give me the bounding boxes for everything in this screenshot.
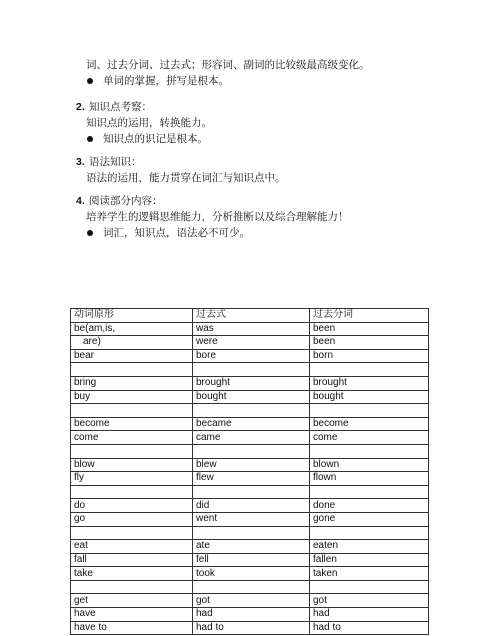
- table-row: [71, 512, 429, 526]
- table-row: [71, 594, 429, 608]
- base-form-cell: buy: [71, 390, 193, 404]
- section-2-title: 知识点考察：: [89, 101, 152, 113]
- past-participle-cell: flown: [310, 472, 429, 486]
- table-row: [71, 431, 429, 445]
- past-participle-cell: [310, 580, 429, 594]
- base-form-cell: eat: [71, 540, 193, 554]
- base-form-cell: [71, 526, 193, 540]
- past-tense-cell: [193, 363, 310, 377]
- base-form-cell: [71, 580, 193, 594]
- table-row: [71, 390, 429, 404]
- base-form-cell: [71, 444, 193, 458]
- past-participle-cell: bought: [310, 390, 429, 404]
- past-participle-cell: [310, 526, 429, 540]
- past-participle-cell: gone: [310, 512, 429, 526]
- past-participle-cell: been: [310, 322, 429, 336]
- table-row-empty: [71, 526, 429, 540]
- base-form-cell: blow: [71, 458, 193, 472]
- past-participle-cell: brought: [310, 376, 429, 390]
- table-row-empty: [71, 485, 429, 499]
- table-row: [71, 336, 429, 350]
- table-row: [71, 621, 429, 635]
- past-tense-cell: flew: [193, 472, 310, 486]
- column-header-past-tense: 过去式: [193, 309, 310, 323]
- past-participle-cell: done: [310, 499, 429, 513]
- verb-forms-table: [70, 308, 429, 635]
- section-4-title: 阅读部分内容：: [89, 195, 163, 207]
- past-tense-cell: brought: [193, 376, 310, 390]
- past-participle-cell: [310, 404, 429, 418]
- past-tense-cell: got: [193, 594, 310, 608]
- past-tense-cell: [193, 404, 310, 418]
- past-participle-cell: eaten: [310, 540, 429, 554]
- past-tense-cell: had: [193, 608, 310, 622]
- bullet-3: 词汇，知识点，语法必不可少。: [103, 227, 250, 239]
- past-tense-cell: became: [193, 417, 310, 431]
- table-row: [71, 567, 429, 581]
- section-4-number: 4.: [76, 195, 85, 207]
- bullet-2: 知识点的识记是根本。: [103, 133, 208, 145]
- table-row-empty: [71, 444, 429, 458]
- base-form-cell: go: [71, 512, 193, 526]
- past-tense-cell: was: [193, 322, 310, 336]
- section-3-body: 语法的运用，能力贯穿在词汇与知识点中。: [86, 172, 286, 184]
- past-tense-cell: went: [193, 512, 310, 526]
- base-form-cell: get: [71, 594, 193, 608]
- past-participle-cell: been: [310, 336, 429, 350]
- base-form-cell: fall: [71, 553, 193, 567]
- bullet-1: 单词的掌握，拼写是根本。: [103, 75, 229, 87]
- past-participle-cell: fallen: [310, 553, 429, 567]
- past-participle-cell: [310, 363, 429, 377]
- base-form-cell: become: [71, 417, 193, 431]
- base-form-cell: bear: [71, 349, 193, 363]
- table-row: [71, 608, 429, 622]
- past-tense-cell: did: [193, 499, 310, 513]
- base-form-cell: fly: [71, 472, 193, 486]
- base-form-cell: [71, 363, 193, 377]
- table-row: [71, 322, 429, 336]
- table-row: [71, 458, 429, 472]
- past-participle-cell: had: [310, 608, 429, 622]
- past-tense-cell: bore: [193, 349, 310, 363]
- base-form-cell: have to: [71, 621, 193, 635]
- table-row: [71, 376, 429, 390]
- table-row: [71, 540, 429, 554]
- base-form-cell: come: [71, 431, 193, 445]
- section-3-title: 语法知识：: [89, 156, 142, 168]
- table-row: [71, 349, 429, 363]
- past-tense-cell: [193, 485, 310, 499]
- past-tense-cell: were: [193, 336, 310, 350]
- table-row-empty: [71, 580, 429, 594]
- past-participle-cell: [310, 485, 429, 499]
- base-form-cell: do: [71, 499, 193, 513]
- past-participle-cell: blown: [310, 458, 429, 472]
- bullet-dot-icon: [87, 136, 93, 142]
- past-tense-cell: had to: [193, 621, 310, 635]
- column-header-past-participle: 过去分词: [310, 309, 429, 323]
- table-row-empty: [71, 404, 429, 418]
- past-participle-cell: become: [310, 417, 429, 431]
- section-4-body: 培养学生的逻辑思维能力，分析推断以及综合理解能力！: [86, 211, 349, 223]
- past-tense-cell: blew: [193, 458, 310, 472]
- past-tense-cell: [193, 444, 310, 458]
- table-row-empty: [71, 363, 429, 377]
- past-tense-cell: [193, 526, 310, 540]
- past-tense-cell: bought: [193, 390, 310, 404]
- past-participle-cell: taken: [310, 567, 429, 581]
- table-row: [71, 417, 429, 431]
- base-form-cell: [71, 485, 193, 499]
- section-2-body: 知识点的运用，转换能力。: [86, 117, 212, 129]
- past-tense-cell: fell: [193, 553, 310, 567]
- bullet-dot-icon: [87, 230, 93, 236]
- base-form-cell: are): [71, 336, 193, 350]
- past-tense-cell: came: [193, 431, 310, 445]
- section-3-number: 3.: [76, 156, 85, 168]
- past-participle-cell: come: [310, 431, 429, 445]
- base-form-cell: [71, 404, 193, 418]
- base-form-cell: bring: [71, 376, 193, 390]
- table-row: [71, 499, 429, 513]
- table-row: [71, 553, 429, 567]
- past-tense-cell: ate: [193, 540, 310, 554]
- section-2-number: 2.: [76, 101, 85, 113]
- past-tense-cell: took: [193, 567, 310, 581]
- base-form-cell: take: [71, 567, 193, 581]
- table-header-row: [71, 309, 429, 323]
- base-form-cell: have: [71, 608, 193, 622]
- past-participle-cell: had to: [310, 621, 429, 635]
- past-tense-cell: [193, 580, 310, 594]
- past-participle-cell: got: [310, 594, 429, 608]
- note-line-1: 词、过去分词、过去式；形容词、副词的比较级最高级变化。: [86, 59, 370, 71]
- bullet-dot-icon: [87, 78, 93, 84]
- past-participle-cell: [310, 444, 429, 458]
- table-row: [71, 472, 429, 486]
- past-participle-cell: born: [310, 349, 429, 363]
- base-form-cell: be(am,is,: [71, 322, 193, 336]
- column-header-base-form: 动词原形: [71, 309, 193, 323]
